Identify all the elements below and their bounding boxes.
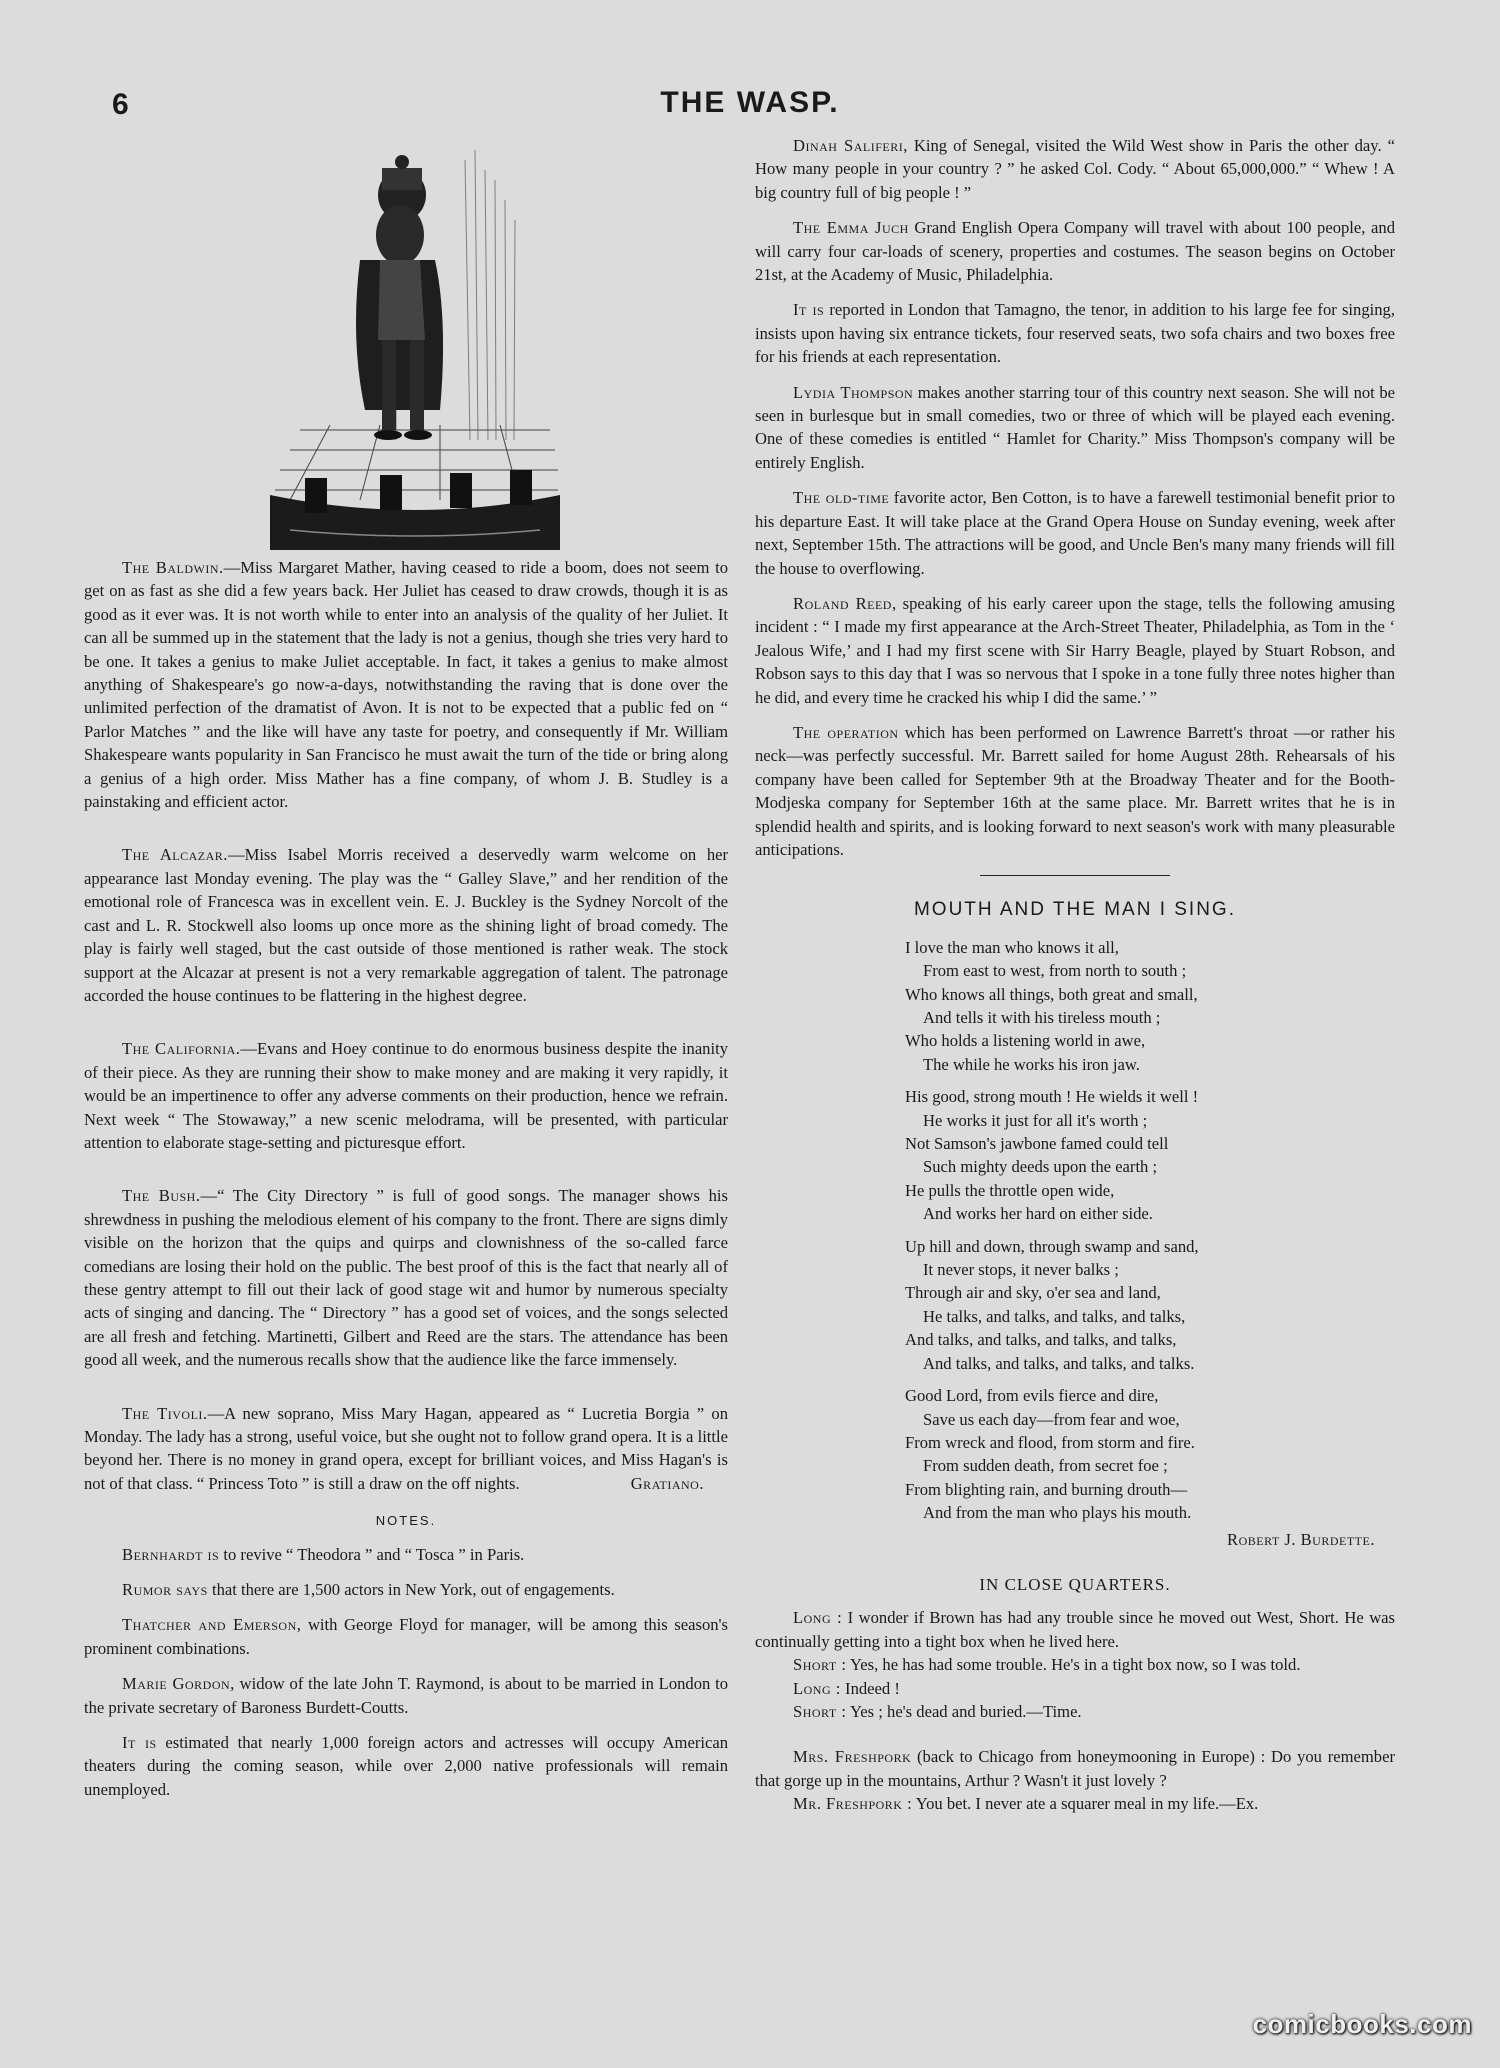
poem-line: Good Lord, from evils fierce and dire, bbox=[905, 1386, 1159, 1406]
article-tivoli bbox=[84, 1402, 728, 1496]
news-item bbox=[755, 298, 1395, 368]
note-text: with George Floyd for manager, will be among this season's prominent combinations. bbox=[84, 1615, 728, 1658]
news-item bbox=[755, 592, 1395, 709]
note-lead: It is bbox=[122, 1733, 157, 1753]
poem-stanza bbox=[905, 936, 1395, 1076]
note-text: that there are 1,500 actors in New York, out of engagements. bbox=[207, 1580, 615, 1600]
note-item bbox=[84, 1543, 728, 1566]
news-lead: Roland Reed, bbox=[793, 593, 897, 613]
poem-line: Such mighty deeds upon the earth ; bbox=[923, 1157, 1158, 1177]
poem-line: And tells it with his tireless mouth ; bbox=[923, 1008, 1161, 1027]
actor-in-costume-illustration bbox=[270, 140, 560, 550]
note-item bbox=[84, 1578, 728, 1601]
note-text: estimated that nearly 1,000 foreign actors and actresses will occupy American theaters during the coming season, while over 2,000 native professionals will remain unemployed. bbox=[84, 1733, 728, 1799]
poem-line: Up hill and down, through swamp and sand, bbox=[905, 1236, 1199, 1256]
note-text: to revive “ Theodora ” and “ Tosca ” in Paris. bbox=[219, 1544, 525, 1564]
note-item bbox=[84, 1731, 728, 1801]
section-divider bbox=[980, 875, 1170, 876]
news-text: speaking of his early career upon the stage, tells the following amusing incident : “ I made my first appearance at the Arch-Street Theater, Philadelphia, as Tom in the ‘ Jealous Wife,’ and I had my first scene with Sir Harry Beagle, played by Stuart Robson, and Robson says to this day that I was so nervous that I spoke in a tone fully three notes higher than he did, and every time he cracked his whip I did the same.’ ” bbox=[755, 593, 1395, 707]
news-text: reported in London that Tamagno, the tenor, in addition to his large fee for singing, insists upon having six entrance tickets, four reserved seats, two sofa chairs and two boxes free for his friends at each representation. bbox=[755, 300, 1395, 367]
poem-line: The while he works his iron jaw. bbox=[923, 1054, 1140, 1074]
poem-line: Who knows all things, both great and small, bbox=[905, 984, 1198, 1004]
article-text: —Miss Isabel Morris received a deservedly warm welcome on her appearance last Monday evening. The play was the “ Galley Slave,” and her rendition of the emotional role of Francesca was in excellent vein. E. J. Buckley is the Sydney Norcolt of the cast and L. R. Stockwell also looms up once more as the shining light of broad comedy. The play is fairly well staged, but the cast outside of those mentioned is rather weak. The stock support at the Alcazar at present is not a very remarkable aggregation of talent. The patronage accorded the house continues to be flattering in the highest degree. bbox=[84, 845, 729, 1005]
article-signature: Gratiano. bbox=[630, 1473, 704, 1493]
poem-line: And talks, and talks, and talks, and talks, bbox=[905, 1330, 1177, 1350]
notes-heading: NOTES. bbox=[375, 1513, 437, 1529]
news-lead: Dinah Saliferi, bbox=[793, 136, 908, 155]
news-lead: The old-time bbox=[793, 488, 890, 508]
poem-line: From wreck and flood, from storm and fire. bbox=[905, 1432, 1195, 1452]
news-text: makes another starring tour of this country next season. She will not be seen in burlesque but in small comedies, two or three of which will be played each evening. One of these comedies is entitled “ Hamlet for Charity.” Miss Thompson's company will be entirely English. bbox=[755, 382, 1395, 472]
dialogue-text: I wonder if Brown has had any trouble since he moved out West, Short. He was continually getting into a tight box when he lived here. bbox=[755, 1608, 1395, 1651]
dialogue-speaker: Long : bbox=[793, 1608, 843, 1628]
dialogue-line bbox=[755, 1745, 1395, 1792]
dialogue-line bbox=[755, 1653, 1395, 1676]
dialogue-speaker: Long : bbox=[793, 1678, 841, 1698]
dialogue-speaker: Short : bbox=[793, 1655, 847, 1675]
news-item bbox=[755, 134, 1395, 204]
news-text: King of Senegal, visited the Wild West show in Paris the other day. “ How many people in your country ? ” he asked Col. Cody. “ About 65,000,000.” “ Whew ! A big country full of big people ! ” bbox=[755, 136, 1396, 202]
article-text: —Miss Margaret Mather, having ceased to ride a boom, does not seem to get on as fast as she did a few years back. Her Juliet has ceased to draw crowds, though it is as good as it ever was. It is not worth while to enter into an analysis of the quality of her Juliet. It can all be summed up in the statement that the lady is not a genius, though she tries very hard to be one. It takes a genius to make Juliet acceptable. In fact, it takes a genius to make almost anything of Shakespeare's go now-a-days, notwithstanding the raving that is done over the unlimited perfection of the dramatist of Avon. It is not to be expected that a public fed on “ Parlor Matches ” and the like will have any taste for poetry, and consequently if Mr. William Shakespeare wants popularity in San Francisco he must await the turn of the tide or bring along a genius of a high order. Miss Mather has a fine company, of whom J. B. Studley is a painstaking and efficient actor. bbox=[84, 558, 728, 812]
dialogue-line bbox=[755, 1700, 1395, 1723]
poem-stanza bbox=[905, 1085, 1395, 1225]
dialogue-text: Yes ; he's dead and buried.—Time. bbox=[846, 1701, 1082, 1721]
source-watermark: comicbooks.com bbox=[1252, 2009, 1472, 2039]
note-text: widow of the late John T. Raymond, is about to be married in London to the private secretary of Baroness Burdett-Coutts. bbox=[84, 1674, 728, 1717]
dialogue-text: (back to Chicago from honeymooning in Europe) : Do you remember that gorge up in the mountains, Arthur ? Wasn't it just lovely ? bbox=[755, 1747, 1395, 1790]
masthead: THE WASP. bbox=[660, 86, 840, 119]
article-lead: The California. bbox=[122, 1039, 241, 1059]
poem-line: Through air and sky, o'er sea and land, bbox=[905, 1283, 1161, 1303]
poem-line: It never stops, it never balks ; bbox=[923, 1260, 1119, 1280]
poem-line: And talks, and talks, and talks, and talks. bbox=[923, 1353, 1195, 1373]
poem-line: From east to west, from north to south ; bbox=[923, 961, 1187, 981]
article-alcazar bbox=[84, 843, 728, 1007]
page-number: 6 bbox=[112, 88, 129, 121]
article-lead: The Bush. bbox=[122, 1186, 201, 1206]
dialogue-text: You bet. I never ate a squarer meal in my life.—Ex. bbox=[912, 1794, 1259, 1814]
poem-title: MOUTH AND THE MAN I SING. bbox=[913, 899, 1236, 921]
poem-line: Not Samson's jawbone famed could tell bbox=[905, 1134, 1169, 1154]
left-column bbox=[84, 556, 728, 1813]
note-item bbox=[84, 1672, 728, 1719]
article-text: —Evans and Hoey continue to do enormous business despite the inanity of their piece. As they are running their show to make money and are making it very rapidly, it would be an impertinence to offer any adverse comments on their production, hence we refrain. Next week “ The Stowaway,” a new scenic melodrama, will be presented, with particular attention to elaborate stage-setting and picturesque effort. bbox=[84, 1039, 728, 1152]
poem-line: And works her hard on either side. bbox=[923, 1204, 1153, 1224]
news-text: favorite actor, Ben Cotton, is to have a farewell testimonial benefit prior to his departure East. It will take place at the Grand Opera House on Sunday evening, week after next, September 15th. The attractions will be good, and Uncle Ben's many many friends will fill the house to overflowing. bbox=[755, 488, 1396, 578]
news-lead: The Emma Juch bbox=[793, 218, 909, 238]
news-lead: Lydia Thompson bbox=[793, 382, 914, 402]
poem-line: I love the man who knows it all, bbox=[905, 937, 1119, 957]
dialogue-speaker: Short : bbox=[793, 1701, 847, 1721]
poem-line: He pulls the throttle open wide, bbox=[905, 1180, 1115, 1200]
news-item bbox=[755, 486, 1395, 580]
article-baldwin bbox=[84, 556, 728, 813]
news-lead: It is bbox=[793, 300, 825, 320]
poem bbox=[905, 936, 1395, 1525]
dialogue-text: Indeed ! bbox=[840, 1678, 900, 1698]
note-lead: Marie Gordon, bbox=[122, 1674, 235, 1694]
poem-line: His good, strong mouth ! He wields it well ! bbox=[905, 1087, 1199, 1107]
article-bush bbox=[84, 1184, 728, 1371]
news-lead: The operation bbox=[793, 722, 899, 742]
poem-line: He works it just for all it's worth ; bbox=[923, 1110, 1148, 1130]
poem-line: Save us each day—from fear and woe, bbox=[923, 1409, 1180, 1429]
poem-line: Who holds a listening world in awe, bbox=[905, 1031, 1146, 1051]
note-lead: Bernhardt is bbox=[122, 1544, 220, 1564]
right-column bbox=[755, 134, 1395, 1816]
news-item bbox=[755, 721, 1395, 861]
article-text: —A new soprano, Miss Mary Hagan, appeared as “ Lucretia Borgia ” on Monday. The lady has a strong, useful voice, but she ought not to follow grand opera. It is a little beyond her. There is no money in grand opera, except for brilliant voices, and Miss Hagan's is not of that class. “ Princess Toto ” is still a draw on the off nights. bbox=[84, 1403, 728, 1493]
article-text: —“ The City Directory ” is full of good songs. The manager shows his shrewdness in pushing the melodious element of his company to the front. There are signs dimly visible on the horizon that the quips and quirps and clownishness of the so-called farce comedians are losing their hold on the public. The best proof of this is the fact that nearly all of these gentry attempt to fill out their lack of good stage wit and humor by numerous specialty acts of singing and dancing. The “ Directory ” has a good set of voices, and the songs selected are all fresh and fetching. Martinetti, Gilbert and Reed are the stars. The attendance has been good all week, and the numerous recalls show that the audience like the farce immensely. bbox=[84, 1186, 728, 1370]
article-lead: The Tivoli. bbox=[122, 1403, 208, 1423]
poem-author: Robert J. Burdette. bbox=[1227, 1529, 1375, 1549]
news-text: Grand English Opera Company will travel with about 100 people, and will carry four car-loads of scenery, properties and costumes. The season begins on October 21st, at the Academy of Music, Philadelphia. bbox=[755, 218, 1395, 285]
news-text: which has been performed on Lawrence Barrett's throat —or rather his neck—was perfectly successful. Mr. Barrett sailed for home August 28th. Rehearsals of his company have been called for September 9th at the Broadway Theater and for the Booth-Modjeska company for September 16th at the same place. Mr. Barrett writes that he is in splendid health and spirits, and is looking forward to next season's work with many pleasurable anticipations. bbox=[755, 722, 1395, 859]
note-item bbox=[84, 1613, 728, 1660]
poem-line: From sudden death, from secret foe ; bbox=[923, 1456, 1168, 1476]
article-lead: The Baldwin. bbox=[122, 558, 224, 577]
poem-stanza bbox=[905, 1384, 1395, 1524]
article-lead: The Alcazar. bbox=[122, 845, 228, 865]
dialogue-text: Yes, he has had some trouble. He's in a tight box now, so I was told. bbox=[846, 1655, 1301, 1675]
poem-line: He talks, and talks, and talks, and talks, bbox=[923, 1306, 1186, 1326]
news-item bbox=[755, 216, 1395, 286]
poem-line: And from the man who plays his mouth. bbox=[923, 1503, 1192, 1523]
poem-stanza bbox=[905, 1235, 1395, 1375]
dialogue-speaker: Mrs. Freshpork bbox=[793, 1747, 912, 1767]
dialogue-title: IN CLOSE QUARTERS. bbox=[979, 1574, 1171, 1594]
dialogue-line bbox=[755, 1606, 1395, 1653]
note-lead: Thatcher and Emerson, bbox=[122, 1615, 302, 1635]
dialogue-line bbox=[755, 1677, 1395, 1700]
dialogue-line bbox=[755, 1792, 1395, 1815]
news-item bbox=[755, 381, 1395, 475]
engraving-figure bbox=[270, 140, 560, 550]
article-california bbox=[84, 1037, 728, 1154]
dialogue-speaker: Mr. Freshpork : bbox=[793, 1794, 913, 1814]
note-lead: Rumor says bbox=[122, 1580, 208, 1600]
poem-line: From blighting rain, and burning drouth— bbox=[905, 1479, 1188, 1499]
